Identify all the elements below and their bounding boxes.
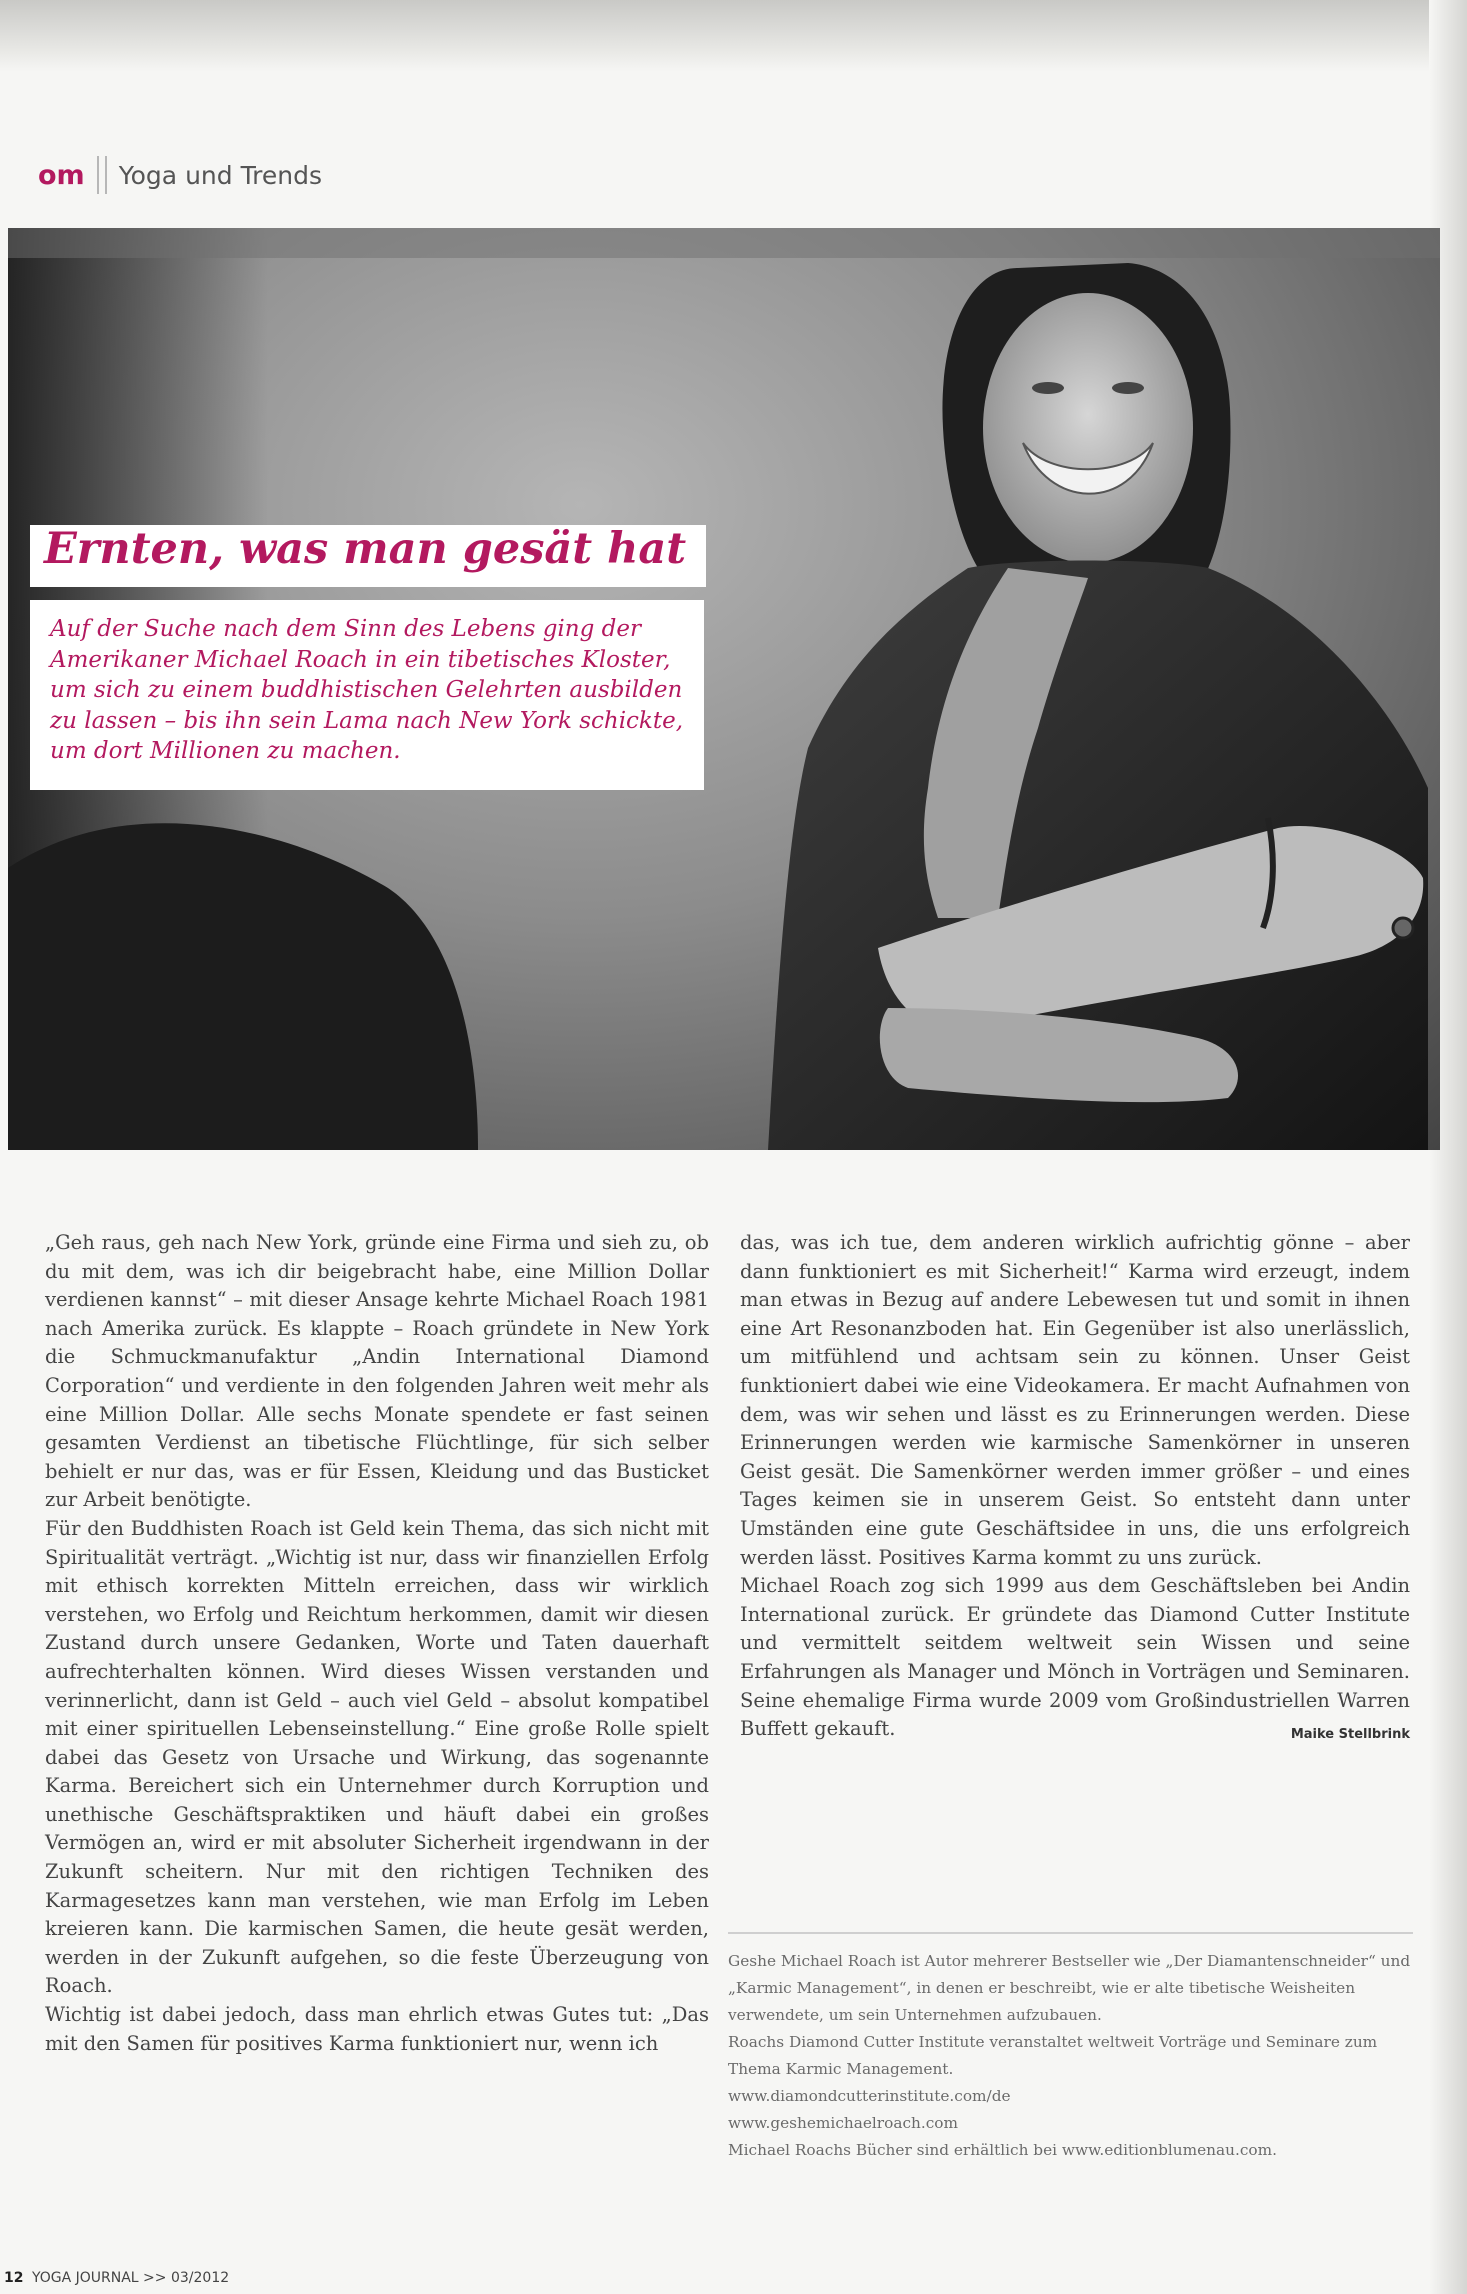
body-paragraph-text: Michael Roach zog sich 1999 aus dem Geschäftsleben bei Andin International zurück. Er gründete das Diamond Cutter Institute und vermittelt seitdem weltweit sein Wissen und seine Erfahrungen als Manager und Mönch in Vorträgen und Seminaren. Seine ehemalige Firma wurde 2009 vom Großindustriellen Warren Buffett gekauft. bbox=[740, 1574, 1410, 1741]
section-header bbox=[38, 156, 322, 194]
body-paragraph bbox=[740, 1572, 1410, 1744]
article-lede: Auf der Suche nach dem Sinn des Lebens ging der Amerikaner Michael Roach in ein tibetisches Kloster, um sich zu einem buddhistischen Gelehrten ausbilden zu lassen – bis ihn sein Lama nach New York schickte, um dort Millionen zu machen. bbox=[50, 616, 684, 764]
article-column-left bbox=[45, 1229, 709, 2058]
footer-arrows: >> bbox=[143, 2270, 167, 2286]
page-number: 12 bbox=[4, 2270, 24, 2286]
author-byline: Maike Stellbrink bbox=[1290, 1727, 1410, 1743]
body-paragraph: Für den Buddhisten Roach ist Geld kein Thema, das sich nicht mit Spiritualität verträgt. „Wichtig ist nur, dass wir finanziellen Erfolg mit ethisch korrekten Mitteln erreichen, dass wir wirklich verstehen, wo Erfolg und Reichtum herkommen, damit wir diesen Zustand durch unsere Gedanken, Worte und Taten dauerhaft aufrechterhalten können. Wird dieses Wissen verstanden und verinnerlicht, dann ist Geld – auch viel Geld – absolut kompatibel mit einer spirituellen Lebenseinstellung.“ Eine große Rolle spielt dabei das Gesetz von Ursache und Wirkung, das sogenannte Karma. Bereichert sich ein Unternehmer durch Korruption und unethische Geschäftspraktiken und häuft dabei ein großes Vermögen an, wird er mit absoluter Sicherheit irgendwann in der Zukunft scheitern. Nur mit den richtigen Techniken des Karmagesetzes kann man verstehen, wie man Erfolg im Leben kreieren kann. Die karmischen Samen, die heute gesät werden, werden in der Zukunft aufgehen, so die feste Überzeugung von Roach. bbox=[45, 1516, 709, 1998]
article-headline: Ernten, was man gesät hat bbox=[44, 524, 687, 574]
info-link: www.diamondcutterinstitute.com/de bbox=[728, 2087, 1011, 2105]
info-text: Michael Roachs Bücher sind erhältlich bei www.editionblumenau.com. bbox=[728, 2141, 1277, 2159]
article-column-right bbox=[740, 1229, 1410, 1750]
info-box bbox=[728, 1932, 1413, 2164]
magazine-name: YOGA JOURNAL bbox=[31, 2270, 139, 2286]
scan-top-shadow bbox=[0, 0, 1467, 72]
header-divider bbox=[97, 156, 107, 194]
om-logo: om bbox=[38, 159, 85, 191]
issue-date: 03/2012 bbox=[170, 2270, 230, 2286]
body-paragraph: „Geh raus, geh nach New York, gründe eine Firma und sieh zu, ob du mit dem, was ich dir beigebracht habe, eine Million Dollar verdienen kannst“ – mit dieser Ansage kehrte Michael Roach 1981 nach Amerika zurück. Es klappte – Roach gründete in New York die Schmuckmanufaktur „Andin International Diamond Corporation“ und verdiente in den folgenden Jahren weit mehr als eine Million Dollar. Alle sechs Monate spendete er fast seinen gesamten Verdienst an tibetische Flüchtlinge, für sich selber behielt er nur das, was er für Essen, Kleidung und das Busticket zur Arbeit benötigte. bbox=[45, 1231, 709, 1512]
section-title: Yoga und Trends bbox=[118, 160, 323, 190]
body-paragraph: das, was ich tue, dem anderen wirklich aufrichtig gönne – aber dann funktioniert es mit Sicherheit!“ Karma wird erzeugt, indem man etwas in Bezug auf andere Lebewesen tut und somit in ihnen eine Art Resonanzboden hat. Ein Gegenüber ist also unerlässlich, um mitfühlend und achtsam sein zu können. Unser Geist funktioniert dabei wie eine Videokamera. Er macht Aufnahmen von dem, was wir sehen und lässt es zu Erinnerungen werden. Diese Erinnerungen werden wie karmische Samenkörner in unseren Geist gesät. Die Samenkörner werden immer größer – und eines Tages keimen sie in unserem Geist. So entsteht dann unter Umständen eine gute Geschäftsidee in uns, die uns erfolgreich werden lässt. Positives Karma kommt zu uns zurück. bbox=[740, 1231, 1410, 1569]
info-link: www.geshemichaelroach.com bbox=[728, 2114, 959, 2132]
info-text: Geshe Michael Roach ist Autor mehrerer Bestseller wie „Der Diamantenschneider“ und „Karmic Management“, in denen er beschreibt, wie er alte tibetische Weisheiten verwendete, um sein Unternehmen aufzubauen. bbox=[728, 1952, 1411, 2024]
body-paragraph: Wichtig ist dabei jedoch, dass man ehrlich etwas Gutes tut: „Das mit den Samen für positives Karma funktioniert nur, wenn ich bbox=[45, 2003, 709, 2055]
info-text: Roachs Diamond Cutter Institute veranstaltet weltweit Vorträge und Seminare zum Thema Karmic Management. bbox=[728, 2033, 1378, 2078]
page-footer bbox=[4, 2270, 229, 2286]
